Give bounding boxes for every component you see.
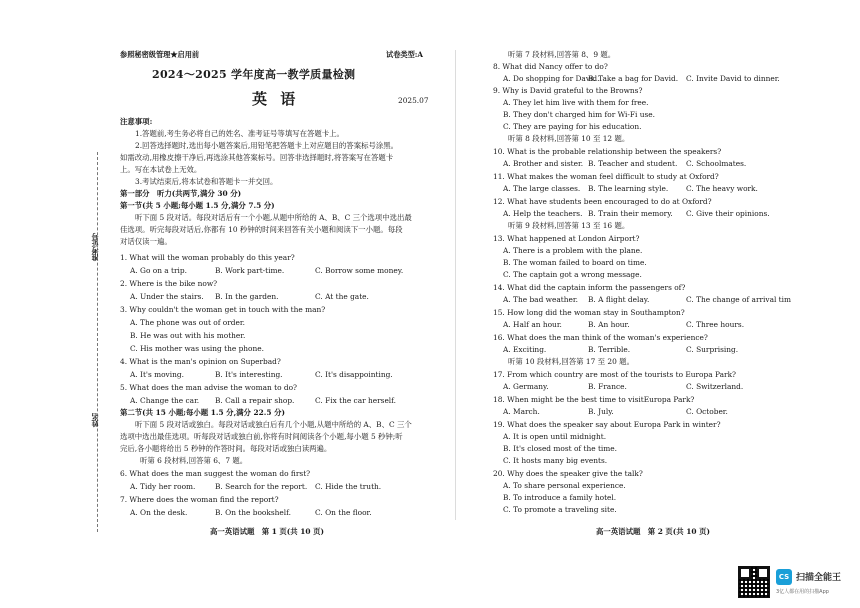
part1-title: 第一部分 听力(共两节,满分 30 分) bbox=[120, 189, 242, 198]
option-c: C. On the floor. bbox=[315, 508, 372, 517]
option-a: A. Exciting. bbox=[503, 345, 547, 354]
section2-title: 第二节(共 15 小题;每小题 1.5 分,满分 22.5 分) bbox=[120, 408, 285, 417]
option-c: C. They are paying for his education. bbox=[503, 122, 642, 131]
option-c: C. Invite David to dinner. bbox=[686, 74, 780, 83]
option-c: C. His mother was using the phone. bbox=[130, 344, 264, 353]
section2-instruction: 完后,各小题将给出 5 秒钟的作答时间。每段对话或独白读两遍。 bbox=[120, 444, 332, 453]
option-b: B. He was out with his mother. bbox=[130, 331, 246, 340]
option-a: A. Do shopping for David. bbox=[503, 74, 600, 83]
option-c: C. Schoolmates. bbox=[686, 159, 747, 168]
option-b: B. The woman failed to board on time. bbox=[503, 258, 647, 267]
note-line: 如需改动,用橡皮擦干净后,再选涂其他答案标号。回答非选择题时,将答案写在答题卡 bbox=[120, 153, 394, 162]
note-line: 1.答题前,考生务必将自己的姓名、准考证号等填写在答题卡上。 bbox=[135, 129, 344, 138]
confidential-mark: 参照秘密级管理★启用前 bbox=[120, 50, 200, 59]
watermark-name: 扫描全能王 bbox=[796, 573, 842, 583]
option-a: A. Germany. bbox=[503, 382, 549, 391]
option-a: A. March. bbox=[503, 407, 540, 416]
listen-instruction: 听第 10 段材料,回答第 17 至 20 题。 bbox=[508, 357, 634, 366]
option-a: A. Half an hour. bbox=[503, 320, 562, 329]
option-b: B. Terrible. bbox=[588, 345, 631, 354]
option-c: C. October. bbox=[686, 407, 728, 416]
option-b: B. Work part-time. bbox=[215, 266, 285, 275]
option-c: C. Give their opinions. bbox=[686, 209, 770, 218]
option-b: B. France. bbox=[588, 382, 627, 391]
option-c: C. Switzerland. bbox=[686, 382, 744, 391]
option-a: A. Brother and sister. bbox=[503, 159, 584, 168]
option-b: B. On the bookshelf. bbox=[215, 508, 291, 517]
question-text: 13. What happened at London Airport? bbox=[493, 234, 640, 243]
page-footer-right: 高一英语试题 第 2 页(共 10 页) bbox=[596, 527, 711, 536]
listen-instruction: 听第 9 段材料,回答第 13 至 16 题。 bbox=[508, 221, 630, 230]
section1-instruction: 听下面 5 段对话。每段对话后有一个小题,从题中所给的 A、B、C 三个选项中选出最 bbox=[135, 213, 412, 222]
option-a: A. Tidy her room. bbox=[130, 482, 196, 491]
option-a: A. The phone was out of order. bbox=[130, 318, 245, 327]
subject-title: 英 语 bbox=[252, 90, 300, 108]
option-b: B. Teacher and student. bbox=[588, 159, 678, 168]
question-text: 20. Why does the speaker give the talk? bbox=[493, 469, 643, 478]
option-a: A. The large classes. bbox=[503, 184, 581, 193]
binding-line bbox=[97, 152, 98, 532]
option-a: A. To share personal experience. bbox=[503, 481, 626, 490]
question-text: 16. What does the man think of the woman's experience? bbox=[493, 333, 708, 342]
option-b: B. July. bbox=[588, 407, 614, 416]
question-text: 3. Why couldn't the woman get in touch with the man? bbox=[120, 305, 326, 314]
option-b: B. The learning style. bbox=[588, 184, 669, 193]
option-b: B. In the garden. bbox=[215, 292, 279, 301]
question-text: 8. What did Nancy offer to do? bbox=[493, 62, 608, 71]
option-a: A. Change the car. bbox=[130, 396, 200, 405]
option-a: A. Go on a trip. bbox=[130, 266, 187, 275]
option-c: C. Borrow some money. bbox=[315, 266, 404, 275]
option-b: B. A flight delay. bbox=[588, 295, 650, 304]
option-a: A. They let him live with them for free. bbox=[503, 98, 649, 107]
option-c: C. Surprising. bbox=[686, 345, 739, 354]
question-text: 7. Where does the woman find the report? bbox=[120, 495, 279, 504]
option-c: C. The captain got a wrong message. bbox=[503, 270, 642, 279]
exam-number-label: 准考证号 bbox=[90, 233, 99, 261]
option-b: B. Search for the report. bbox=[215, 482, 308, 491]
section1-title: 第一节(共 5 小题;每小题 1.5 分,满分 7.5 分) bbox=[120, 201, 275, 210]
name-label: 姓名 bbox=[90, 413, 99, 427]
page-footer-left: 高一英语试题 第 1 页(共 10 页) bbox=[210, 527, 325, 536]
option-a: A. It's moving. bbox=[130, 370, 184, 379]
option-c: C. The change of arrival tim bbox=[686, 295, 792, 304]
note-line: 2.回答选择题时,选出每小题答案后,用铅笔把答题卡上对应题目的答案标号涂黑。 bbox=[135, 141, 399, 150]
option-b: B. It's interesting. bbox=[215, 370, 283, 379]
listen-instruction: 听第 7 段材料,回答第 8、9 题。 bbox=[508, 50, 616, 59]
note-line: 上。写在本试卷上无效。 bbox=[120, 165, 202, 174]
section2-instruction: 听下面 5 段对话或独白。每段对话或独白后有几个小题,从题中所给的 A、B、C 三个 bbox=[135, 420, 412, 429]
option-a: A. The bad weather. bbox=[503, 295, 578, 304]
option-b: B. Take a bag for David. bbox=[588, 74, 679, 83]
question-text: 9. Why is David grateful to the Browns? bbox=[493, 86, 643, 95]
option-b: B. Train their memory. bbox=[588, 209, 673, 218]
section1-instruction: 佳选项。听完每段对话后,你都有 10 秒钟的时间来回答有关小题和阅读下一小题。每段 bbox=[120, 225, 403, 234]
option-a: A. It is open until midnight. bbox=[503, 432, 607, 441]
question-text: 6. What does the man suggest the woman do first? bbox=[120, 469, 311, 478]
qr-code-icon bbox=[738, 566, 770, 598]
exam-title: 2024～2025 学年度高一教学质量检测 bbox=[152, 68, 356, 81]
listen-instruction: 听第 6 段材料,回答第 6、7 题。 bbox=[140, 456, 248, 465]
question-text: 5. What does the man advise the woman to do? bbox=[120, 383, 298, 392]
option-c: C. It's disappointing. bbox=[315, 370, 393, 379]
question-text: 14. What did the captain inform the passengers of? bbox=[493, 283, 686, 292]
question-text: 10. What is the probable relationship between the speakers? bbox=[493, 147, 722, 156]
option-a: A. On the desk. bbox=[130, 508, 188, 517]
option-c: C. It hosts many big events. bbox=[503, 456, 608, 465]
option-b: B. To introduce a family hotel. bbox=[503, 493, 617, 502]
option-a: A. Under the stairs. bbox=[130, 292, 204, 301]
option-a: A. There is a problem with the plane. bbox=[503, 246, 643, 255]
question-text: 18. When might be the best time to visitEuropa Park? bbox=[493, 395, 695, 404]
option-c: C. Fix the car herself. bbox=[315, 396, 396, 405]
section1-instruction: 对话仅读一遍。 bbox=[120, 237, 172, 246]
option-b: B. It's closed most of the time. bbox=[503, 444, 618, 453]
question-text: 4. What is the man's opinion on Superbad? bbox=[120, 357, 281, 366]
listen-instruction: 听第 8 段材料,回答第 10 至 12 题。 bbox=[508, 134, 630, 143]
question-text: 19. What does the speaker say about Europa Park in winter? bbox=[493, 420, 721, 429]
section2-instruction: 选项中选出最佳选项。听每段对话或独白前,你将有时间阅读各个小题,每小题 5 秒钟;听 bbox=[120, 432, 403, 441]
option-c: C. The heavy work. bbox=[686, 184, 758, 193]
option-c: C. To promote a traveling site. bbox=[503, 505, 617, 514]
option-b: B. An hour. bbox=[588, 320, 630, 329]
paper-type: 试卷类型:A bbox=[386, 50, 423, 59]
question-text: 11. What makes the woman feel difficult to study at Oxford? bbox=[493, 172, 719, 181]
question-text: 2. Where is the bike now? bbox=[120, 279, 218, 288]
option-c: C. Hide the truth. bbox=[315, 482, 382, 491]
camscanner-logo-icon: CS bbox=[776, 569, 792, 585]
option-c: C. Three hours. bbox=[686, 320, 745, 329]
option-b: B. They don't charged him for Wi-Fi use. bbox=[503, 110, 656, 119]
watermark-subtitle: 3亿人都在用的扫描App bbox=[776, 589, 829, 595]
option-c: C. At the gate. bbox=[315, 292, 369, 301]
question-text: 17. From which country are most of the tourists to Europa Park? bbox=[493, 370, 737, 379]
question-text: 15. How long did the woman stay in Southampton? bbox=[493, 308, 685, 317]
option-a: A. Help the teachers. bbox=[503, 209, 583, 218]
question-text: 1. What will the woman probably do this year? bbox=[120, 253, 295, 262]
page-divider bbox=[455, 50, 456, 520]
exam-date: 2025.07 bbox=[398, 96, 429, 105]
question-text: 12. What have students been encouraged to do at Oxford? bbox=[493, 197, 712, 206]
option-b: B. Call a repair shop. bbox=[215, 396, 295, 405]
notes-heading: 注意事项: bbox=[120, 117, 153, 126]
note-line: 3.考试结束后,将本试卷和答题卡一并交回。 bbox=[135, 177, 278, 186]
